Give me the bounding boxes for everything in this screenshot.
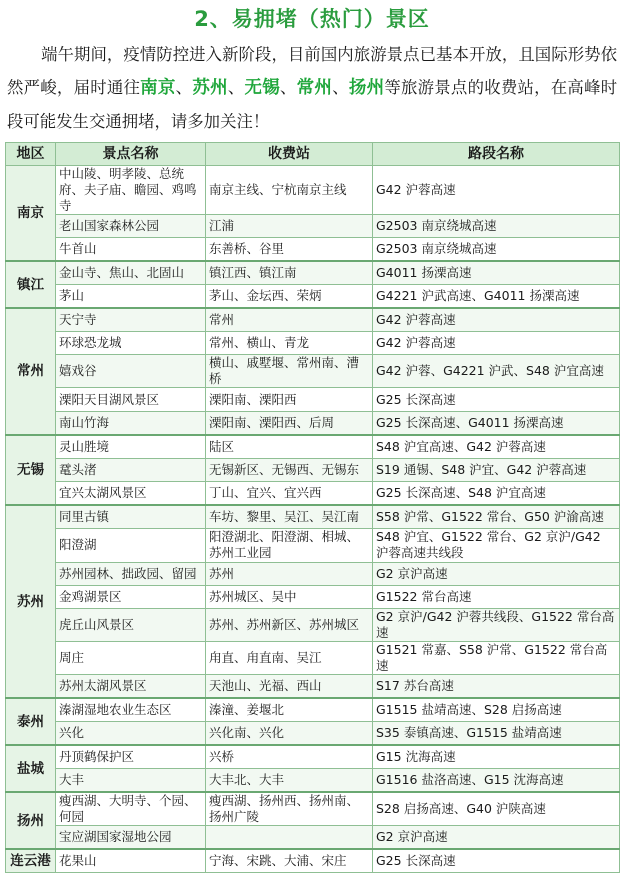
- intro-separator: 、: [227, 78, 245, 97]
- table-row: [6, 722, 620, 745]
- spot-cell: 阳澄湖: [56, 528, 206, 562]
- road-cell: G2 京沪高速: [373, 562, 620, 585]
- region-cell: 镇江: [6, 261, 56, 308]
- intro-city: 常州: [296, 78, 333, 98]
- spot-cell: 南山竹海: [56, 411, 206, 434]
- header-road: 路段名称: [373, 143, 620, 166]
- scenic-spot-table: [5, 142, 620, 873]
- spot-cell: 瘦西湖、大明寺、个园、何园: [56, 792, 206, 826]
- road-cell: G42 沪蓉、G4221 沪武、S48 沪宜高速: [373, 355, 620, 388]
- station-cell: 常州: [206, 308, 373, 331]
- intro-paragraph: [5, 38, 619, 138]
- table-row: [6, 642, 620, 675]
- intro-part1: 端午期间，疫情防控进入新阶段，目前国内旅游景点已基本开放，且国际形势依然严峻，届时通往: [7, 45, 617, 97]
- spot-cell: 溧阳天目湖风景区: [56, 388, 206, 411]
- spot-cell: 兴化: [56, 722, 206, 745]
- spot-cell: 花果山: [56, 849, 206, 872]
- spot-cell: 天宁寺: [56, 308, 206, 331]
- intro-separator: 、: [175, 78, 193, 97]
- road-cell: S35 泰镇高速、G1515 盐靖高速: [373, 722, 620, 745]
- road-cell: G4011 扬溧高速: [373, 261, 620, 284]
- spot-cell: 大丰: [56, 769, 206, 792]
- spot-cell: 苏州太湖风景区: [56, 675, 206, 698]
- region-cell: 常州: [6, 308, 56, 435]
- road-cell: G2503 南京绕城高速: [373, 238, 620, 261]
- spot-cell: 环球恐龙城: [56, 331, 206, 354]
- station-cell: 瘦西湖、扬州西、扬州南、扬州广陵: [206, 792, 373, 826]
- intro-city: 无锡: [244, 78, 281, 98]
- spot-cell: 老山国家森林公园: [56, 215, 206, 238]
- station-cell: 兴桥: [206, 745, 373, 768]
- road-cell: G4221 沪武高速、G4011 扬溧高速: [373, 285, 620, 308]
- table-row: [6, 388, 620, 411]
- road-cell: S48 沪宜、G1522 常台、G2 京沪/G42 沪蓉高速共线段: [373, 528, 620, 562]
- road-cell: S28 启扬高速、G40 沪陕高速: [373, 792, 620, 826]
- spot-cell: 溱湖湿地农业生态区: [56, 698, 206, 721]
- road-cell: G25 长深高速、G4011 扬溧高速: [373, 411, 620, 434]
- table-row: [6, 826, 620, 849]
- road-cell: G2503 南京绕城高速: [373, 215, 620, 238]
- table-row: [6, 562, 620, 585]
- station-cell: 苏州: [206, 562, 373, 585]
- road-cell: G42 沪蓉高速: [373, 331, 620, 354]
- road-cell: S48 沪宜高速、G42 沪蓉高速: [373, 435, 620, 458]
- table-row: [6, 505, 620, 528]
- region-cell: 扬州: [6, 792, 56, 849]
- header-station: 收费站: [206, 143, 373, 166]
- intro-separator: 、: [332, 78, 349, 97]
- spot-cell: 虎丘山风景区: [56, 609, 206, 642]
- intro-part2: 等旅游景点的收费站，在高峰时段可能发生交通拥堵，请多加关注！: [7, 78, 618, 131]
- table-row: [6, 166, 620, 215]
- region-cell: 泰州: [6, 698, 56, 745]
- region-cell: 无锡: [6, 435, 56, 505]
- table-row: [6, 458, 620, 481]
- table-row: [6, 675, 620, 698]
- station-cell: 无锡新区、无锡西、无锡东: [206, 458, 373, 481]
- road-cell: G15 沈海高速: [373, 745, 620, 768]
- region-cell: 盐城: [6, 745, 56, 792]
- road-cell: G25 长深高速、S48 沪宜高速: [373, 481, 620, 504]
- road-cell: S19 通锡、S48 沪宜、G42 沪蓉高速: [373, 458, 620, 481]
- station-cell: 甪直、甪直南、吴江: [206, 642, 373, 675]
- table-row: [6, 745, 620, 768]
- station-cell: 江浦: [206, 215, 373, 238]
- table-row: [6, 308, 620, 331]
- road-cell: G42 沪蓉高速: [373, 308, 620, 331]
- intro-separator: 、: [280, 78, 297, 97]
- station-cell: 南京主线、宁杭南京主线: [206, 166, 373, 215]
- station-cell: [206, 826, 373, 849]
- station-cell: 苏州城区、吴中: [206, 586, 373, 609]
- table-row: [6, 792, 620, 826]
- station-cell: 阳澄湖北、阳澄湖、相城、苏州工业园: [206, 528, 373, 562]
- station-cell: 东善桥、谷里: [206, 238, 373, 261]
- spot-cell: 牛首山: [56, 238, 206, 261]
- table-header-row: [6, 143, 620, 166]
- station-cell: 兴化南、兴化: [206, 722, 373, 745]
- station-cell: 大丰北、大丰: [206, 769, 373, 792]
- station-cell: 溧阳南、溧阳西、后周: [206, 411, 373, 434]
- intro-city: 南京: [140, 78, 176, 98]
- spot-cell: 金鸡湖景区: [56, 586, 206, 609]
- intro-city: 扬州: [348, 78, 385, 98]
- page-title: 2、易拥堵（热门）景区: [194, 7, 430, 31]
- road-cell: G1522 常台高速: [373, 586, 620, 609]
- station-cell: 镇江西、镇江南: [206, 261, 373, 284]
- station-cell: 丁山、宜兴、宜兴西: [206, 481, 373, 504]
- spot-cell: 同里古镇: [56, 505, 206, 528]
- table-row: [6, 586, 620, 609]
- road-cell: G2 京沪/G42 沪蓉共线段、G1522 常台高速: [373, 609, 620, 642]
- header-region: 地区: [6, 143, 56, 166]
- table-row: [6, 609, 620, 642]
- station-cell: 苏州、苏州新区、苏州城区: [206, 609, 373, 642]
- region-cell: 连云港: [6, 849, 56, 872]
- road-cell: G25 长深高速: [373, 849, 620, 872]
- station-cell: 车坊、黎里、吴江、吴江南: [206, 505, 373, 528]
- table-row: [6, 769, 620, 792]
- table-row: [6, 355, 620, 388]
- spot-cell: 苏州园林、拙政园、留园: [56, 562, 206, 585]
- table-row: [6, 481, 620, 504]
- table-body: [6, 166, 620, 873]
- table-row: [6, 238, 620, 261]
- road-cell: G2 京沪高速: [373, 826, 620, 849]
- table-row: [6, 285, 620, 308]
- road-cell: S58 沪常、G1522 常台、G50 沪渝高速: [373, 505, 620, 528]
- table-row: [6, 698, 620, 721]
- road-cell: G1521 常嘉、S58 沪常、G1522 常台高速: [373, 642, 620, 675]
- spot-cell: 丹顶鹤保护区: [56, 745, 206, 768]
- station-cell: 溧阳南、溧阳西: [206, 388, 373, 411]
- station-cell: 天池山、光福、西山: [206, 675, 373, 698]
- spot-cell: 茅山: [56, 285, 206, 308]
- spot-cell: 宝应湖国家湿地公园: [56, 826, 206, 849]
- spot-cell: 中山陵、明孝陵、总统府、夫子庙、瞻园、鸡鸣寺: [56, 166, 206, 215]
- road-cell: G25 长深高速: [373, 388, 620, 411]
- spot-cell: 金山寺、焦山、北固山: [56, 261, 206, 284]
- station-cell: 陆区: [206, 435, 373, 458]
- table-row: [6, 528, 620, 562]
- road-cell: S17 苏台高速: [373, 675, 620, 698]
- station-cell: 茅山、金坛西、荣炳: [206, 285, 373, 308]
- station-cell: 宁海、宋跳、大浦、宋庄: [206, 849, 373, 872]
- spot-cell: 周庄: [56, 642, 206, 675]
- station-cell: 横山、戚墅堰、常州南、漕桥: [206, 355, 373, 388]
- spot-cell: 鼋头渚: [56, 458, 206, 481]
- table-row: [6, 849, 620, 872]
- intro-city: 苏州: [192, 78, 228, 98]
- header-spot: 景点名称: [56, 143, 206, 166]
- region-cell: 南京: [6, 166, 56, 262]
- road-cell: G1515 盐靖高速、S28 启扬高速: [373, 698, 620, 721]
- spot-cell: 嬉戏谷: [56, 355, 206, 388]
- road-cell: G1516 盐洛高速、G15 沈海高速: [373, 769, 620, 792]
- table-row: [6, 215, 620, 238]
- station-cell: 常州、横山、青龙: [206, 331, 373, 354]
- table-row: [6, 435, 620, 458]
- station-cell: 溱潼、姜堰北: [206, 698, 373, 721]
- road-cell: G42 沪蓉高速: [373, 166, 620, 215]
- region-cell: 苏州: [6, 505, 56, 699]
- table-row: [6, 411, 620, 434]
- table-row: [6, 261, 620, 284]
- spot-cell: 灵山胜境: [56, 435, 206, 458]
- spot-cell: 宜兴太湖风景区: [56, 481, 206, 504]
- table-row: [6, 331, 620, 354]
